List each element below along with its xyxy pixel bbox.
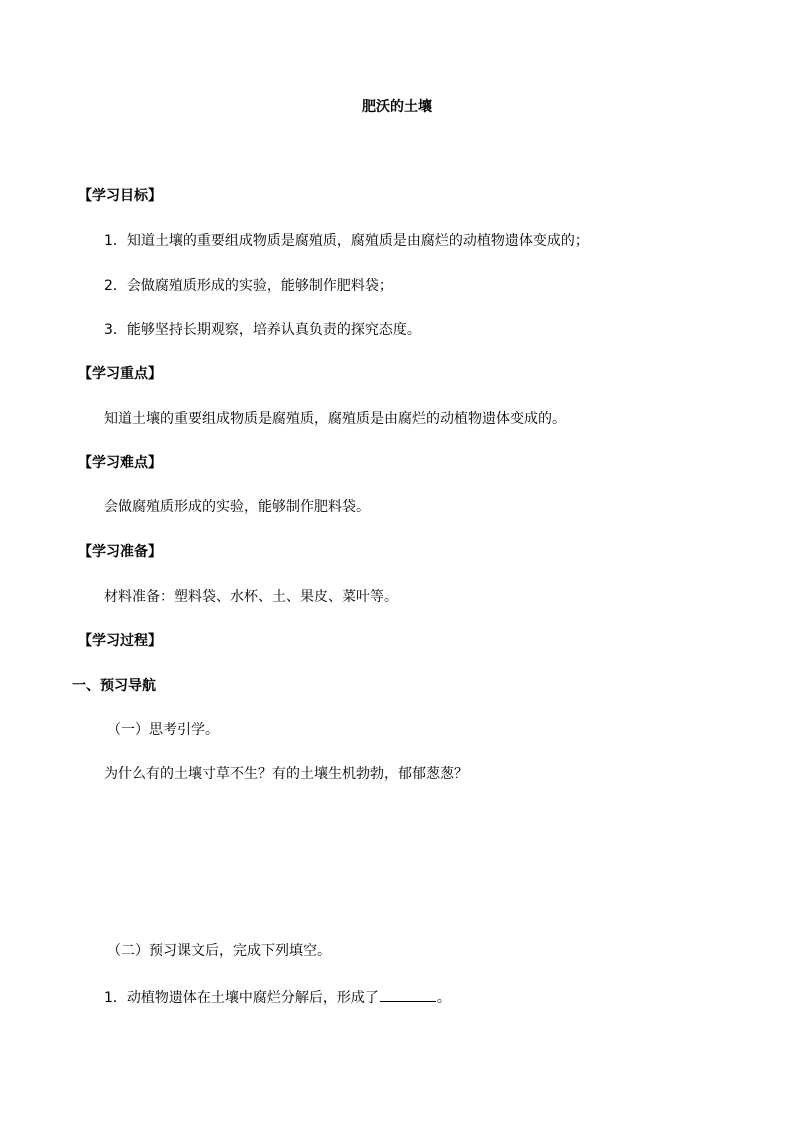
fill-step-label: （二）预习课文后，完成下列填空。 bbox=[107, 943, 331, 959]
fill-item-1 bbox=[104, 987, 451, 1007]
preparation-heading: 【学习准备】 bbox=[78, 544, 162, 560]
fill-blank-1[interactable] bbox=[380, 987, 436, 1002]
difficulty-text: 会做腐殖质形成的实验，能够制作肥料袋。 bbox=[104, 499, 370, 515]
goal-item-2: 2．会做腐殖质形成的实验，能够制作肥料袋； bbox=[104, 278, 393, 294]
think-question: 为什么有的土壤寸草不生？有的土壤生机勃勃，郁郁葱葱？ bbox=[104, 766, 468, 782]
key-points-heading: 【学习重点】 bbox=[78, 366, 162, 382]
preparation-text: 材料准备：塑料袋、水杯、土、果皮、菜叶等。 bbox=[104, 589, 398, 605]
document-title: 肥沃的土壤 bbox=[362, 99, 432, 115]
preview-guide-heading: 一、预习导航 bbox=[72, 678, 156, 694]
difficulty-heading: 【学习难点】 bbox=[78, 455, 162, 471]
fill-item-1-after: 。 bbox=[436, 990, 451, 1006]
goal-item-1: 1．知道土壤的重要组成物质是腐殖质，腐殖质是由腐烂的动植物遗体变成的； bbox=[104, 233, 589, 249]
goals-heading: 【学习目标】 bbox=[78, 188, 162, 204]
fill-item-1-before: 1．动植物遗体在土壤中腐烂分解后，形成了 bbox=[104, 990, 379, 1006]
key-points-text: 知道土壤的重要组成物质是腐殖质，腐殖质是由腐烂的动植物遗体变成的。 bbox=[104, 411, 566, 427]
think-step-label: （一）思考引学。 bbox=[107, 722, 219, 738]
goal-item-3: 3．能够坚持长期观察，培养认真负责的探究态度。 bbox=[104, 322, 421, 338]
process-heading: 【学习过程】 bbox=[78, 633, 162, 649]
